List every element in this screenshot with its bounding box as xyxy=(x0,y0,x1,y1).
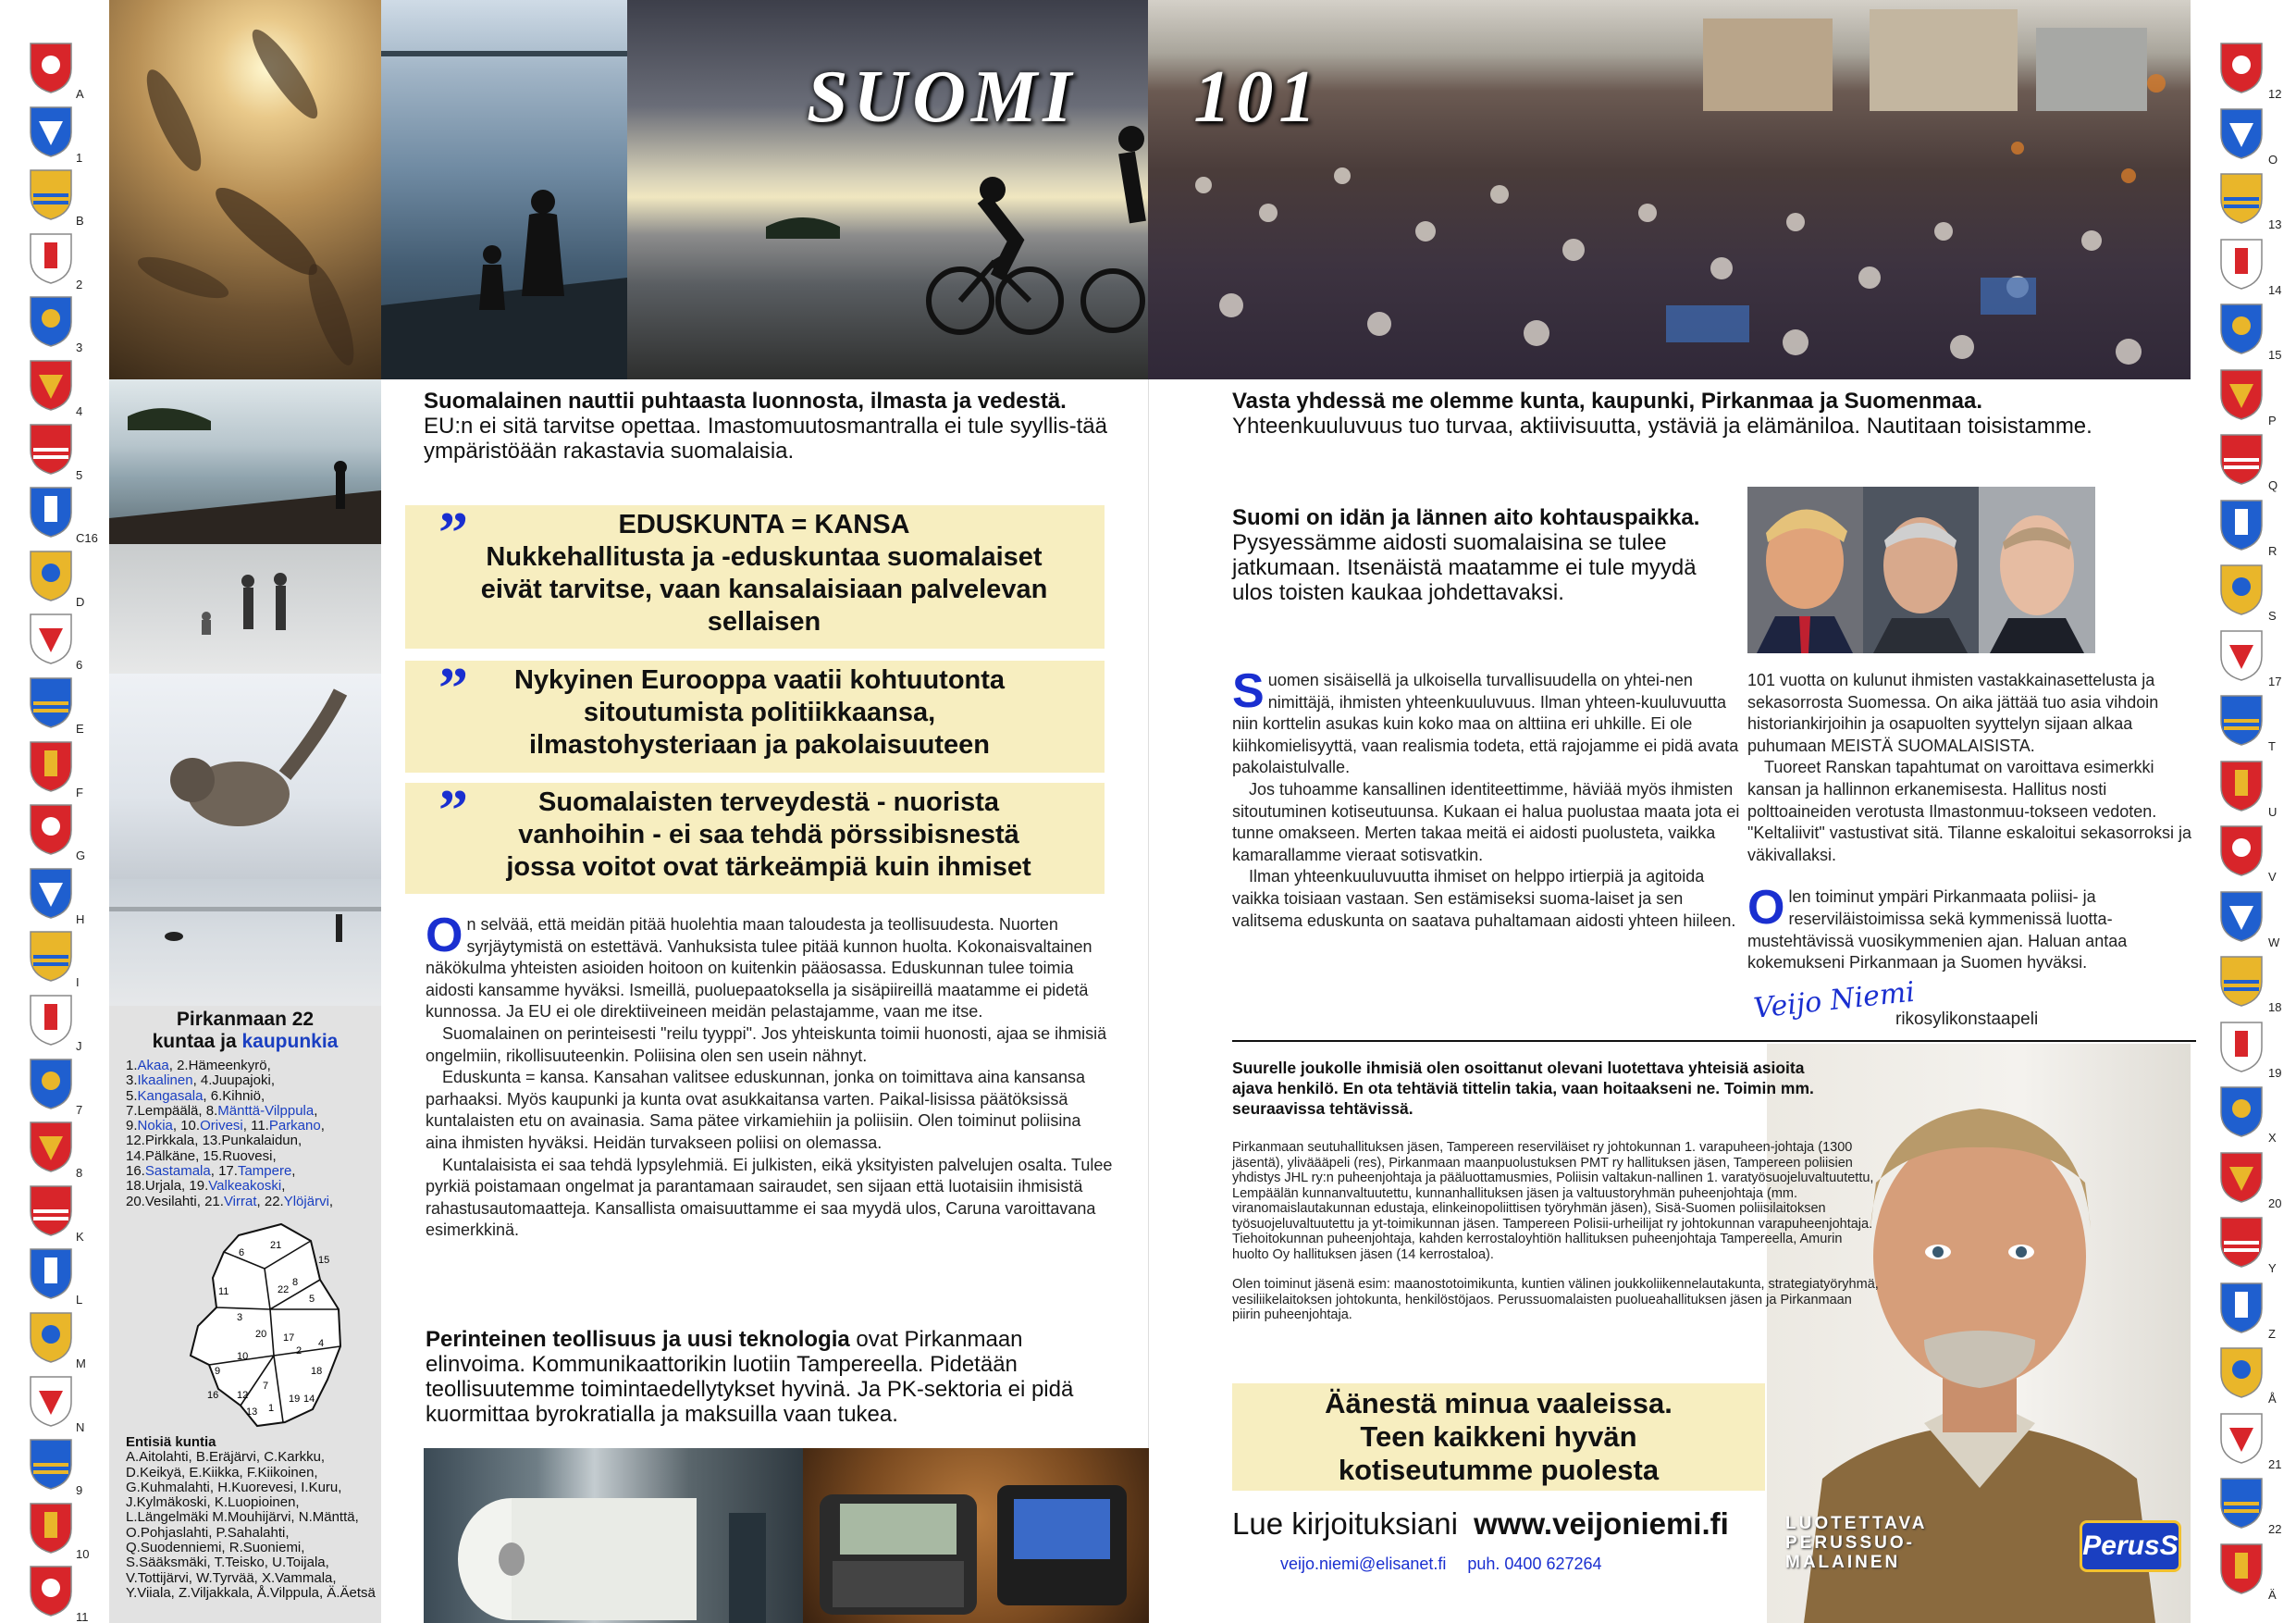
quote-2-text: Nykyinen Eurooppa vaatii kohtuutonta sitoutumista politiikkaansa, ilmastohysteriaan ja pakolaisuuteen xyxy=(513,665,1006,760)
vote-line1: Äänestä minua vaaleissa. xyxy=(1325,1387,1673,1419)
right-dropcap-o: O xyxy=(1747,881,1785,935)
coat-of-arms-icon xyxy=(2218,1150,2265,1204)
coat-of-arms-icon xyxy=(28,41,74,94)
map-number: 15 xyxy=(318,1254,330,1266)
coat-of-arms-icon xyxy=(28,739,74,793)
coat-of-arms-label: O xyxy=(2268,152,2278,167)
coat-of-arms-icon xyxy=(28,1120,74,1173)
coat-of-arms-label: R xyxy=(2268,543,2277,558)
left-body-p4: Kuntalaisista ei saa tehdä lypsylehmiä. Ei julkisten, eikä yksityisten palvelujen osalta. Tulee pyrkiä poistamaan ongelmat ja parantamaan sairaudet, sen sijaan että luotaisiin ihmisistä rahastusautomaatteja. Kansallista omaisuuttamme ei saa myydä ulos, Caruna varoittavana esimerkkinä. xyxy=(426,1155,1113,1240)
coat-of-arms-icon xyxy=(2218,1020,2265,1073)
municipality-sidebar xyxy=(109,1006,381,1623)
coat-of-arms-label: C16 xyxy=(76,531,98,546)
tech-bold: Perinteinen teollisuus ja uusi teknologia xyxy=(426,1327,850,1352)
email-link[interactable]: veijo.niemi@elisanet.fi xyxy=(1280,1555,1447,1573)
pirkanmaa-map xyxy=(181,1217,366,1431)
right-col-a-p3: Ilman yhteenkuuluvuutta ihmiset on helppo irtierpiä ja agitoida vaikka toisiaan vastaan. Sen estämiseksi suoma-laiset ja sen valitsema eduskunta on saatava puhaltamaan aidosti yhteen hiileen. xyxy=(1232,867,1736,930)
coat-of-arms-label: Y xyxy=(2268,1261,2277,1275)
website-line xyxy=(1232,1506,1729,1542)
municipality-item: 4.Juupajoki xyxy=(200,1072,271,1089)
coat-of-arms-label: L xyxy=(76,1293,83,1307)
coat-of-arms-icon xyxy=(28,1246,74,1300)
photo-fish xyxy=(109,0,381,379)
photo-leaders xyxy=(1747,487,2095,653)
coat-of-arms-label: 3 xyxy=(76,341,83,355)
quote-box-3 xyxy=(405,777,1105,894)
municipality-item: 3.Ikaalinen xyxy=(126,1072,193,1089)
coat-of-arms-label: D xyxy=(76,594,85,609)
phone-number: puh. 0400 627264 xyxy=(1467,1555,1602,1573)
coat-of-arms-label: P xyxy=(2268,413,2277,427)
municipality-list: 1.Akaa, 2.Hämeenkyrö, 3.Ikaalinen, 4.Juupajoki, 5.Kangasala, 6.Kihniö, 7.Lempäälä, 8.Mänttä-Vilppula, 9.Nokia, 10.Orivesi, 11.Parkano, 12.Pirkkala, 13.Punkalaidun, 14.Pälkäne, 15.Ruovesi, 16.Sastamala, 17.Tampere, 18.Urjala, 19.Valkeakoski, 20.Vesilahti, 21.Virrat, 22.Ylöjärvi, xyxy=(126,1058,334,1209)
coat-of-arms-icon xyxy=(28,358,74,412)
map-number: 22 xyxy=(278,1283,290,1295)
slogan-line1: LUOTETTAVA xyxy=(1785,1514,1928,1533)
coat-of-arms-label: 21 xyxy=(2268,1456,2282,1471)
municipality-item: 13.Punkalaidun xyxy=(202,1133,298,1149)
coat-of-arms-label: W xyxy=(2268,935,2280,949)
map-number: 14 xyxy=(303,1393,315,1405)
coat-of-arms-icon xyxy=(2218,1411,2265,1465)
coat-of-arms-icon xyxy=(2218,1084,2265,1138)
signature-rank: rikosylikonstaapeli xyxy=(1895,1010,2039,1029)
municipality-item: 5.Kangasala xyxy=(126,1087,204,1104)
municipality-item: 12.Pirkkala xyxy=(126,1133,195,1149)
coat-of-arms-label: 20 xyxy=(2268,1196,2282,1210)
coat-of-arms-label: 8 xyxy=(76,1166,83,1181)
coat-of-arms-icon xyxy=(28,866,74,920)
coat-of-arms-label: Ä xyxy=(2268,1587,2277,1602)
slogan-line2: PERUSSUO- xyxy=(1785,1533,1915,1553)
coat-of-arms-label: 7 xyxy=(76,1102,83,1117)
map-number: 10 xyxy=(237,1350,249,1362)
municipality-item: 21.Virrat xyxy=(204,1193,257,1209)
map-number: 1 xyxy=(268,1402,275,1414)
coat-of-arms-icon xyxy=(2218,1476,2265,1530)
contact-line xyxy=(1280,1555,1602,1574)
website-link[interactable]: www.veijoniemi.fi xyxy=(1474,1506,1729,1541)
municipality-item: 18.Urjala xyxy=(126,1178,182,1195)
slogan-line3: MALAINEN xyxy=(1785,1553,1901,1572)
coat-of-arms-icon xyxy=(28,167,74,221)
municipality-item: 6.Kihniö xyxy=(210,1087,261,1104)
municipality-item: 17.Tampere xyxy=(218,1163,292,1180)
sidebar-title-line1: Pirkanmaan 22 xyxy=(176,1009,315,1030)
right-col-a xyxy=(1232,664,1752,932)
map-number: 2 xyxy=(296,1344,302,1357)
photo-frozen-lake-dog xyxy=(109,879,381,1006)
coat-of-arms-icon xyxy=(28,549,74,602)
left-body-p3: Eduskunta = kansa. Kansahan valitsee eduskunnan, jonka on toimittava aina kansansa parhaaksi. Myös kaupunki ja kunta ovat asukkaitansa varten. Paikal-lisissa päätöksissä kuntalaisten etu on avainasia. Sama pätee virkamiehiin ja poliisiin. Olen toiminut poliisina aina ihmisten hyväksi. Heidän turvakseen poliisi on olemassa. xyxy=(426,1068,1085,1152)
coat-of-arms-label: E xyxy=(76,722,84,736)
coat-of-arms-label: 17 xyxy=(2268,674,2282,688)
coat-of-arms-icon xyxy=(28,929,74,983)
roles-paragraph-2: Olen toiminut jäsenä esim: maanostotoimikunta, kuntien välinen joukkoliikennelautakunta, strategiatyöryhmä, vesiliikelaitoksen johtokunta, henkilöstöjaos. Perussuomalaisten puolueahallituksen jäsen ja Pirkanmaan piirin puheenjohtaja. xyxy=(1232,1277,1879,1322)
municipality-item: 8.Mänttä-Vilppula xyxy=(205,1102,315,1119)
coat-of-arms-label: 4 xyxy=(76,404,83,418)
east-west-rest: Pysyessämme aidosti suomalaisina se tulee jatkumaan. Itsenäistä maatamme ei tule myydä ulos toisten kaukaa johdettavaksi. xyxy=(1232,530,1697,605)
coat-of-arms-icon xyxy=(2218,693,2265,747)
map-number: 20 xyxy=(255,1328,267,1340)
map-number: 9 xyxy=(215,1365,221,1377)
coat-of-arms-icon xyxy=(2218,889,2265,943)
left-lead xyxy=(424,389,1127,464)
sidebar-title-line2a: kuntaa ja xyxy=(152,1031,242,1052)
photo-paper-roll xyxy=(424,1448,803,1623)
coat-of-arms-label: S xyxy=(2268,609,2277,623)
right-lead-rest: Yhteenkuuluvuus tuo turvaa, aktiivisuutta, ystäviä ja elämäniloa. Nautitaan toisistamme. xyxy=(1232,414,2092,439)
signature: Veijo Niemi xyxy=(1752,975,1917,1025)
coat-of-arms-icon xyxy=(2218,432,2265,486)
coat-of-arms-label: 19 xyxy=(2268,1065,2282,1080)
coat-of-arms-label: 11 xyxy=(76,1610,89,1623)
coat-of-arms-label: 13 xyxy=(2268,217,2282,231)
coat-of-arms-label: 22 xyxy=(2268,1522,2282,1536)
photo-candidate-portrait xyxy=(1767,1044,2191,1623)
municipality-item: 20.Vesilahti xyxy=(126,1193,197,1209)
coat-of-arms-label: 5 xyxy=(76,467,83,482)
quote-3-text: Suomalaisten terveydestä - nuorista vanhoihin - ei saa tehdä pörssibisnestä jossa voitot ovat tärkeämpiä kuin ihmiset xyxy=(506,787,1031,882)
municipality-item: 14.Pälkäne xyxy=(126,1147,196,1164)
coat-of-arms-icon xyxy=(28,1310,74,1364)
coat-of-arms-label: 1 xyxy=(76,150,83,165)
coat-of-arms-icon xyxy=(2218,367,2265,421)
coat-of-arms-label: U xyxy=(2268,804,2277,819)
coat-of-arms-label: 2 xyxy=(76,277,83,291)
coat-of-arms-icon xyxy=(2218,563,2265,616)
municipality-item: 16.Sastamala xyxy=(126,1163,211,1180)
right-col-a-p2: Jos tuhoamme kansallinen identiteettimme, häviää myös ihmisten sitoutuminen kotiseutuunsa. Kukaan ei halua puolustaa maata jota ei tunne omakseen. Merten takaa meitä ei aidosti puolusteta, vaikka kamarallamme vieraat sotisvatkin. xyxy=(1232,779,1740,864)
coat-of-arms-label: 15 xyxy=(2268,348,2282,362)
east-west-bold: Suomi on idän ja lännen aito kohtauspaikka. xyxy=(1232,505,1700,530)
map-number: 17 xyxy=(283,1332,295,1344)
right-col-a-p1: uomen sisäisellä ja ulkoisella turvallisuudella on yhtei-nen nimittäjä, ihmisten yhteenkuuluvuus. Ilman yhteen-kuuluvuutta niin korttelin asukas kuin koko maa on alttiina eri uhkille. Ei ole kiihkomielisyyttä, vaan realismia todeta, että rajojamme ei pidä avata pakolaistulvalle. xyxy=(1232,671,1739,777)
left-lead-bold: Suomalainen nauttii puhtaasta luonnosta, ilmasta ja vedestä. xyxy=(424,389,1067,414)
map-number: 5 xyxy=(309,1293,315,1305)
coat-of-arms-label: I xyxy=(76,975,80,990)
coat-of-arms-label: 18 xyxy=(2268,1000,2282,1014)
roles-paragraph-1: Pirkanmaan seutuhallituksen jäsen, Tampereen reserviläiset ry johtokunnan 1. varapuheen-johtaja (1300 jäsentä), yliväääpeli (res), Pirkanmaan maanpuolustuksen PMT ry hallituksen jäsen, Tampereen poliisien yhdistys JHL ry:n puheenjohtaja ja pääluottamusmies, Poliisin valtakun-nallinen 1. varatyösuojeluvaltuutettu, Lempäälän kunnanvaltuutettu, kunnanhallituksen jäsen ja valtuustoryhmän puheenjohtaja (mm. viranomaislautakunnan edustaja, elinkeinopoliittisen työryhmän jäsen), Sisä-Suomen poliisilaitoksen työsuojeluvaltuutettu ja yt-toimikunnan jäsen. Tampereen Polisii-urheilijat ry johtokunnan varapuheenjohtaja. Tiehoitokunnan puheenjohtaja, kahden kerrostaloyhtiön hallituksen puheenjohtaja Tampereella, Amurin huolto Oy hallituksen jäsen (14 kerrostaloa). xyxy=(1232,1140,1874,1262)
coat-of-arms-label: H xyxy=(76,911,85,926)
right-lead xyxy=(1232,389,2194,439)
spine-divider xyxy=(1148,379,1149,1448)
slogan xyxy=(1785,1514,1927,1572)
coat-of-arms-icon xyxy=(28,294,74,348)
coat-of-arms-label: J xyxy=(76,1039,82,1053)
coat-of-arms-label: Q xyxy=(2268,478,2278,492)
map-number: 8 xyxy=(292,1276,299,1288)
coat-of-arms-icon xyxy=(2218,954,2265,1008)
municipality-item: 11.Parkano xyxy=(251,1118,321,1134)
coat-of-arms-label: 12 xyxy=(2268,87,2282,101)
coat-of-arms-icon xyxy=(28,485,74,539)
coat-of-arms-icon xyxy=(28,422,74,476)
map-number: 19 xyxy=(289,1393,301,1405)
photo-lake-silhouettes xyxy=(381,0,627,379)
website-prefix: Lue kirjoituksiani xyxy=(1232,1506,1458,1541)
coat-of-arms-label: Z xyxy=(2268,1326,2276,1341)
coat-of-arms-label: N xyxy=(76,1419,85,1434)
vote-box xyxy=(1232,1383,1765,1491)
photo-cat-in-snow xyxy=(109,674,381,879)
coat-of-arms-icon xyxy=(2218,302,2265,355)
former-municipalities-title: Entisiä kuntia xyxy=(126,1433,216,1450)
map-number: 16 xyxy=(207,1389,219,1401)
municipality-item: 1.Akaa xyxy=(126,1058,169,1073)
right-col-b-p3: len toiminut ympäri Pirkanmaata poliisi- ja reserviläistoimissa sekä kymmenissä luotta-mustehtävissä vuosikymmenien ajan. Haluan antaa kokemukseni Pirkanmaan ja Suomen hyväksi. xyxy=(1747,887,2128,973)
coat-of-arms-label: M xyxy=(76,1357,86,1370)
map-number: 18 xyxy=(311,1365,323,1377)
coat-of-arms-icon xyxy=(2218,1215,2265,1269)
right-col-b-p1: 101 vuotta on kulunut ihmisten vastakkainasettelusta ja sekasorrosta Suomessa. On aika jättää tuo asia vihdoin historiankirjoihin ja osapuolten syyttelyn sijaan alkaa puhumaan MEISTÄ SUOMALAISISTA. xyxy=(1747,671,2159,755)
photo-lake-swimmers xyxy=(109,379,381,544)
coat-of-arms-icon xyxy=(2218,1281,2265,1334)
vote-line2: Teen kaikkeni hyvän xyxy=(1360,1420,1637,1453)
trust-statement: Suurelle joukolle ihmisiä olen osoittanut olevani luotettava yhteisiä asioita ajava henkilö. En ota tehtäviä tittelin takia, vaan hoitaakseni ne. Toimin mm. seuraavissa tehtävissä. xyxy=(1232,1059,1814,1118)
municipality-item: 7.Lempäälä xyxy=(126,1102,199,1119)
coat-of-arms-icon xyxy=(28,1437,74,1491)
coat-of-arms-label: 9 xyxy=(76,1483,83,1498)
photo-snowy-walk xyxy=(109,544,381,674)
coat-of-arms-icon xyxy=(28,612,74,665)
left-dropcap: O xyxy=(426,909,463,962)
coat-of-arms-label: V xyxy=(2268,870,2277,884)
roles-list xyxy=(1232,1140,1880,1323)
coat-of-arms-label: F xyxy=(76,785,83,799)
coat-of-arms-icon xyxy=(28,1501,74,1555)
municipality-item: 15.Ruovesi xyxy=(203,1147,273,1164)
coat-of-arms-icon xyxy=(2218,824,2265,877)
map-number: 12 xyxy=(237,1389,249,1401)
municipality-item: 10.Orivesi xyxy=(180,1118,243,1134)
map-number: 13 xyxy=(246,1406,258,1418)
quote-mark-1: ” xyxy=(438,500,468,565)
municipality-item: 9.Nokia xyxy=(126,1118,173,1134)
coat-of-arms-label: T xyxy=(2268,739,2276,753)
right-col-b xyxy=(1747,670,2199,974)
right-col-b-p2: Tuoreet Ranskan tapahtumat on varoittava esimerkki kansan ja hallinnon erkanemisesta. Hallitus nosti polttoaineiden verotusta Ilmastonmuu-tokseen vedoten. "Keltaliivit" vastustivat sitä. Tilanne eskaloitui sekasorroksi ja väkivallaksi. xyxy=(1747,758,2191,864)
coat-of-arms-icon xyxy=(28,675,74,729)
coat-of-arms-icon xyxy=(28,802,74,856)
right-dropcap-s: S xyxy=(1232,664,1265,718)
left-lead-rest: EU:n ei sitä tarvitse opettaa. Imastomuutosmantralla ei tule syyllis-tää ympäristöään rakastavia suomalaisia. xyxy=(424,414,1107,464)
map-number: 7 xyxy=(263,1380,269,1392)
map-number: 6 xyxy=(239,1246,245,1258)
map-number: 3 xyxy=(237,1311,243,1323)
sidebar-title xyxy=(109,1009,381,1053)
coat-of-arms-icon xyxy=(2218,1542,2265,1595)
coat-of-arms-label: 6 xyxy=(76,658,83,673)
party-logo-text: PerusS xyxy=(2082,1530,2179,1561)
coat-of-arms-icon xyxy=(28,1183,74,1237)
coat-of-arms-icon xyxy=(28,1057,74,1110)
coat-of-arms-icon xyxy=(2218,628,2265,682)
coat-of-arms-icon xyxy=(2218,237,2265,291)
tech-paragraph xyxy=(426,1327,1110,1427)
coat-of-arms-icon xyxy=(2218,1345,2265,1399)
municipality-item: 2.Hämeenkyrö xyxy=(177,1058,267,1073)
map-number: 21 xyxy=(270,1239,282,1251)
quote-mark-2: ” xyxy=(438,655,468,721)
coat-of-arms-label: 10 xyxy=(76,1546,90,1561)
coat-of-arms-icon xyxy=(28,1374,74,1428)
coat-of-arms-icon xyxy=(2218,171,2265,225)
headline-number: 101 xyxy=(1193,56,1322,138)
municipality-item: 22.Ylöjärvi xyxy=(264,1193,329,1209)
vote-line3: kotiseutumme puolesta xyxy=(1338,1454,1660,1486)
sidebar-title-line2b: kaupunkia xyxy=(241,1031,339,1052)
left-body xyxy=(426,909,1116,1242)
coat-of-arms-label: 14 xyxy=(2268,282,2282,297)
photo-communicator xyxy=(803,1448,1149,1623)
signature-divider xyxy=(1232,1040,2196,1042)
coat-of-arms-label: G xyxy=(76,849,86,863)
left-body-p2: Suomalainen on perinteisesti "reilu tyyppi". Jos yhteiskunta toimii huonosti, ajaa se ihmisiä ongelmiin, rikollisuuteenkin. Poliisina olen sen usein nähnyt. xyxy=(426,1023,1107,1065)
coat-of-arms-label: X xyxy=(2268,1131,2277,1145)
headline xyxy=(807,56,1321,139)
coat-of-arms-icon xyxy=(28,993,74,1047)
coat-of-arms-label: B xyxy=(76,214,84,229)
coat-of-arms-label: Å xyxy=(2268,1392,2277,1406)
right-lead-bold: Vasta yhdessä me olemme kunta, kaupunki, Pirkanmaa ja Suomenmaa. xyxy=(1232,389,1983,414)
coat-of-arms-icon xyxy=(2218,759,2265,812)
left-body-p1: n selvää, että meidän pitää huolehtia maan taloudesta ja teollisuudesta. Nuorten syrjäytymistä on estettävä. Vanhuksista tulee pitää kunnon huolta. Kokonaisvaltainen näkökulma yhteisten asioiden hoitoon on kuitenkin pääosassa. Eduskunnan tulee toimia aidosti kansamme hyväksi. Ismeillä, puoluepaatoksella ja sisäpiireillä maatamme ei pidetä kunnossa. Ja EU ei ole direktiiveineen meidän pelastajamme, vaan me itse. xyxy=(426,915,1092,1022)
coat-of-arms-icon xyxy=(2218,41,2265,94)
quote-box-1 xyxy=(405,500,1105,649)
tech-rest: ovat Pirkanmaan elinvoima. Kommunikaattorikin luotiin Tampereella. Pidetään teollisuutemme toimintaedellytykset hyvinä. Ja PK-sektoria ei pidä kuormittaa byrokratialla ja maksuilla vaan tukea. xyxy=(426,1327,1074,1427)
former-municipalities-list: A.Aitolahti, B.Eräjärvi, C.Karkku, D.Keikyä, E.Kiikka, F.Kiikoinen, G.Kuhmalahti, H.Kuorevesi, I.Kuru, J.Kylmäkoski, K.Luopioinen, L.Längelmäki M.Mouhijärvi, N.Mänttä, O.Pohjaslahti, P.Sahalahti, Q.Suodenniemi, R.Suoniemi, S.Sääksmäki, T.Teisko, U.Toijala, V.Tottijärvi, W.Tyrvää, X.Vammala, Y.Viiala, Z.Viljakkala, Å.Vilppula, Ä.Äetsä xyxy=(126,1449,376,1601)
quote-box-2 xyxy=(405,655,1105,773)
map-number: 11 xyxy=(218,1285,229,1297)
headline-word: SUOMI xyxy=(807,56,1078,138)
coat-of-arms-icon xyxy=(28,231,74,285)
quote-1-text: EDUSKUNTA = KANSA Nukkehallitusta ja -eduskuntaa suomalaiset eivät tarvitse, vaan kansalaisiaan palvelevan sellaisen xyxy=(480,510,1048,637)
coat-of-arms-icon xyxy=(2218,106,2265,160)
municipality-item: 19.Valkeakoski xyxy=(189,1178,282,1195)
map-number: 4 xyxy=(318,1337,325,1349)
quote-mark-3: ” xyxy=(438,777,468,843)
coat-of-arms-label: A xyxy=(76,87,84,101)
coat-of-arms-icon xyxy=(28,105,74,158)
coat-of-arms-label: K xyxy=(76,1229,84,1244)
coat-of-arms-icon xyxy=(2218,498,2265,551)
east-west-paragraph xyxy=(1232,505,1736,605)
coat-of-arms-icon xyxy=(28,1564,74,1617)
party-logo xyxy=(2080,1520,2181,1572)
